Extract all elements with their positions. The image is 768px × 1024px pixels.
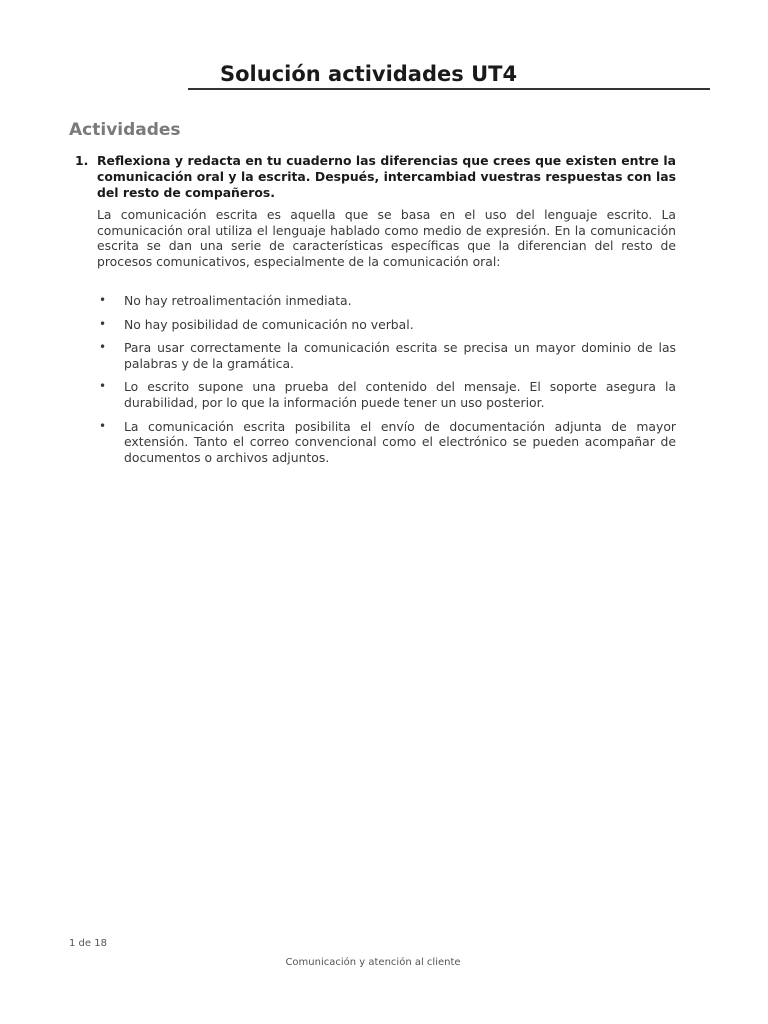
bullet-icon: • (99, 418, 107, 433)
answer-paragraph: La comunicación escrita es aquella que se basa en el uso del lenguaje escrito. La comunicación oral utiliza el lenguaje hablado como medio de expresión. En la comunicación escrita se dan una serie de características específicas que la diferencian del resto de procesos comunicativos, especialmente de la comunicación oral: (97, 207, 676, 269)
page-title-text: Solución actividades UT4 (220, 62, 518, 86)
bullet-text: No hay retroalimentación inmediata. (124, 293, 352, 308)
page-title (188, 60, 710, 90)
question-number: 1. (75, 153, 89, 168)
question-text: Reflexiona y redacta en tu cuaderno las diferencias que crees que existen entre la comunicación oral y la escrita. Después, intercambiad vuestras respuestas con las del resto de compañeros. (97, 153, 676, 200)
bullet-text: Lo escrito supone una prueba del contenido del mensaje. El soporte asegura la durabilidad, por lo que la información puede tener un uso posterior. (124, 379, 676, 410)
bullet-icon: • (99, 340, 107, 355)
bullet-item (97, 293, 676, 309)
page-number: 1 de 18 (69, 938, 107, 949)
bullet-item (97, 340, 676, 371)
bullet-icon: • (99, 316, 107, 331)
bullet-text: Para usar correctamente la comunicación escrita se precisa un mayor dominio de las palabras y de la gramática. (124, 340, 676, 371)
section-heading: Actividades (69, 120, 181, 140)
footer-text: Comunicación y atención al cliente (285, 957, 461, 968)
bullet-icon: • (99, 293, 107, 307)
bullet-icon: • (99, 379, 107, 394)
bullet-text: No hay posibilidad de comunicación no verbal. (124, 316, 414, 332)
bullet-item (97, 419, 676, 466)
question (75, 153, 676, 201)
bullet-item (97, 317, 676, 333)
bullet-text: La comunicación escrita posibilita el envío de documentación adjunta de mayor extensión. Tanto el correo convencional como el electrónico se pueden acompañar de documentos o archivos adjuntos. (124, 418, 676, 465)
bullet-item (97, 379, 676, 410)
bullet-list (97, 293, 676, 473)
